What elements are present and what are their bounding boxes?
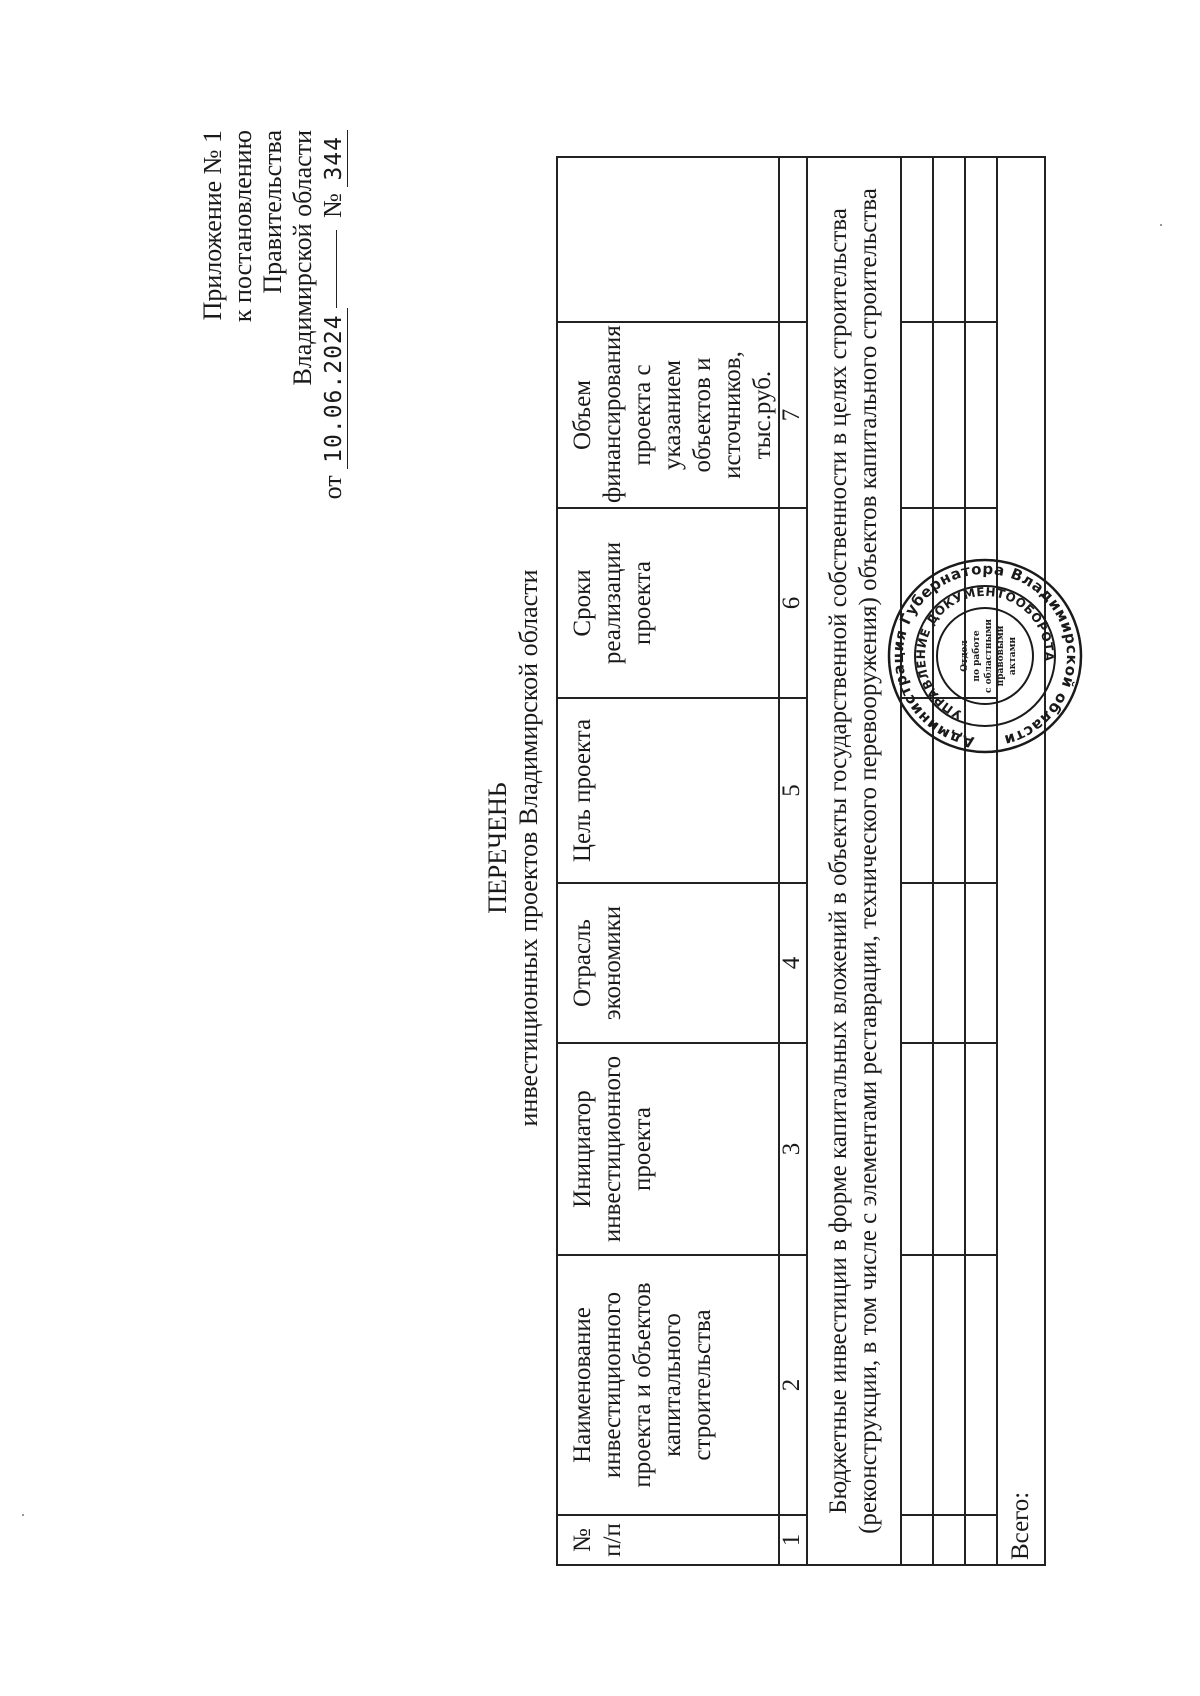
date-prefix: от bbox=[318, 475, 347, 500]
table-cell bbox=[933, 1043, 965, 1255]
column-number-row bbox=[779, 157, 807, 1565]
header-cell-blank bbox=[557, 157, 779, 322]
appendix-line-4: Владимирской области bbox=[288, 130, 317, 386]
appendix-block bbox=[198, 130, 348, 499]
table-cell bbox=[965, 883, 997, 1043]
decree-date: 10.06.2024 bbox=[321, 308, 348, 468]
table-cell bbox=[965, 1255, 997, 1515]
table-cell bbox=[901, 322, 933, 508]
stamp-center-line: правовыми bbox=[996, 625, 1006, 687]
header-cell: Наименование инвестиционного проекта и объектов капитального строительства bbox=[557, 1255, 779, 1515]
stamp-center-line: Отдел bbox=[960, 640, 970, 672]
appendix-date-line bbox=[318, 130, 348, 499]
header-cell: Цель проекта bbox=[557, 698, 779, 883]
table-cell bbox=[933, 157, 965, 322]
document-heading bbox=[482, 0, 544, 1696]
table-cell bbox=[901, 1255, 933, 1515]
table-cell bbox=[901, 1515, 933, 1565]
document-subtitle: инвестиционных проектов Владимирской области bbox=[514, 569, 543, 1127]
column-number: 6 bbox=[779, 508, 807, 698]
stamp-center-line: актами bbox=[1008, 636, 1018, 676]
column-number-blank bbox=[779, 157, 807, 322]
total-label: Всего: bbox=[997, 157, 1045, 1565]
table-cell bbox=[965, 1043, 997, 1255]
column-number: 4 bbox=[779, 883, 807, 1043]
table-row bbox=[933, 157, 965, 1565]
table-cell bbox=[933, 1255, 965, 1515]
column-number: 3 bbox=[779, 1043, 807, 1255]
table-cell bbox=[933, 883, 965, 1043]
table-cell bbox=[901, 1043, 933, 1255]
table-cell bbox=[901, 157, 933, 322]
table-header-row bbox=[557, 157, 779, 1565]
table-row bbox=[901, 157, 933, 1565]
official-stamp bbox=[885, 556, 1085, 756]
table-cell bbox=[933, 1515, 965, 1565]
column-number: 7 bbox=[779, 322, 807, 508]
scan-speck bbox=[1160, 224, 1162, 226]
stamp-center-line: с областными bbox=[984, 619, 994, 693]
table-row bbox=[965, 157, 997, 1565]
appendix-line-2: к постановлению bbox=[228, 130, 257, 323]
header-cell: Инициатор инвестиционного проекта bbox=[557, 1043, 779, 1255]
column-number: 5 bbox=[779, 698, 807, 883]
header-cell: № п/п bbox=[557, 1515, 779, 1565]
scan-speck bbox=[22, 1514, 24, 1516]
table-cell bbox=[965, 1515, 997, 1565]
section-row bbox=[807, 157, 901, 1565]
table-cell bbox=[965, 157, 997, 322]
section-heading: Бюджетные инвестиции в форме капитальных вложений в объекты государственной собственности в целях строительства (реконструкции, в том числе с элементами реставрации, технического перевооружения) объектов капитального строительства bbox=[807, 157, 901, 1565]
header-cell: Сроки реализации проекта bbox=[557, 508, 779, 698]
column-number: 1 bbox=[779, 1515, 807, 1565]
total-row bbox=[997, 157, 1045, 1565]
stamp-center-line: по работе bbox=[972, 630, 982, 682]
table-cell bbox=[901, 883, 933, 1043]
column-number: 2 bbox=[779, 1255, 807, 1515]
appendix-line-3: Правительства bbox=[258, 130, 287, 294]
header-cell: Объем финансирования проекта с указанием объектов и источников, тыс.руб. bbox=[557, 322, 779, 508]
header-cell: Отрасль экономики bbox=[557, 883, 779, 1043]
table-cell bbox=[965, 322, 997, 508]
appendix-line-1: Приложение № 1 bbox=[198, 130, 227, 321]
number-prefix: № bbox=[318, 193, 347, 218]
table-cell bbox=[933, 322, 965, 508]
decree-number: 344 bbox=[321, 130, 348, 187]
date-underline bbox=[336, 230, 337, 308]
stamp-ring-text-path: УПРАВЛЕНИЕ ДОКУМЕНТООБОРОТА bbox=[913, 584, 1057, 722]
projects-table bbox=[556, 156, 1046, 1566]
stamp-outer-text-path: Администрация Губернатора Владимирской области bbox=[888, 559, 1082, 752]
document-title: ПЕРЕЧЕНЬ bbox=[483, 782, 512, 914]
